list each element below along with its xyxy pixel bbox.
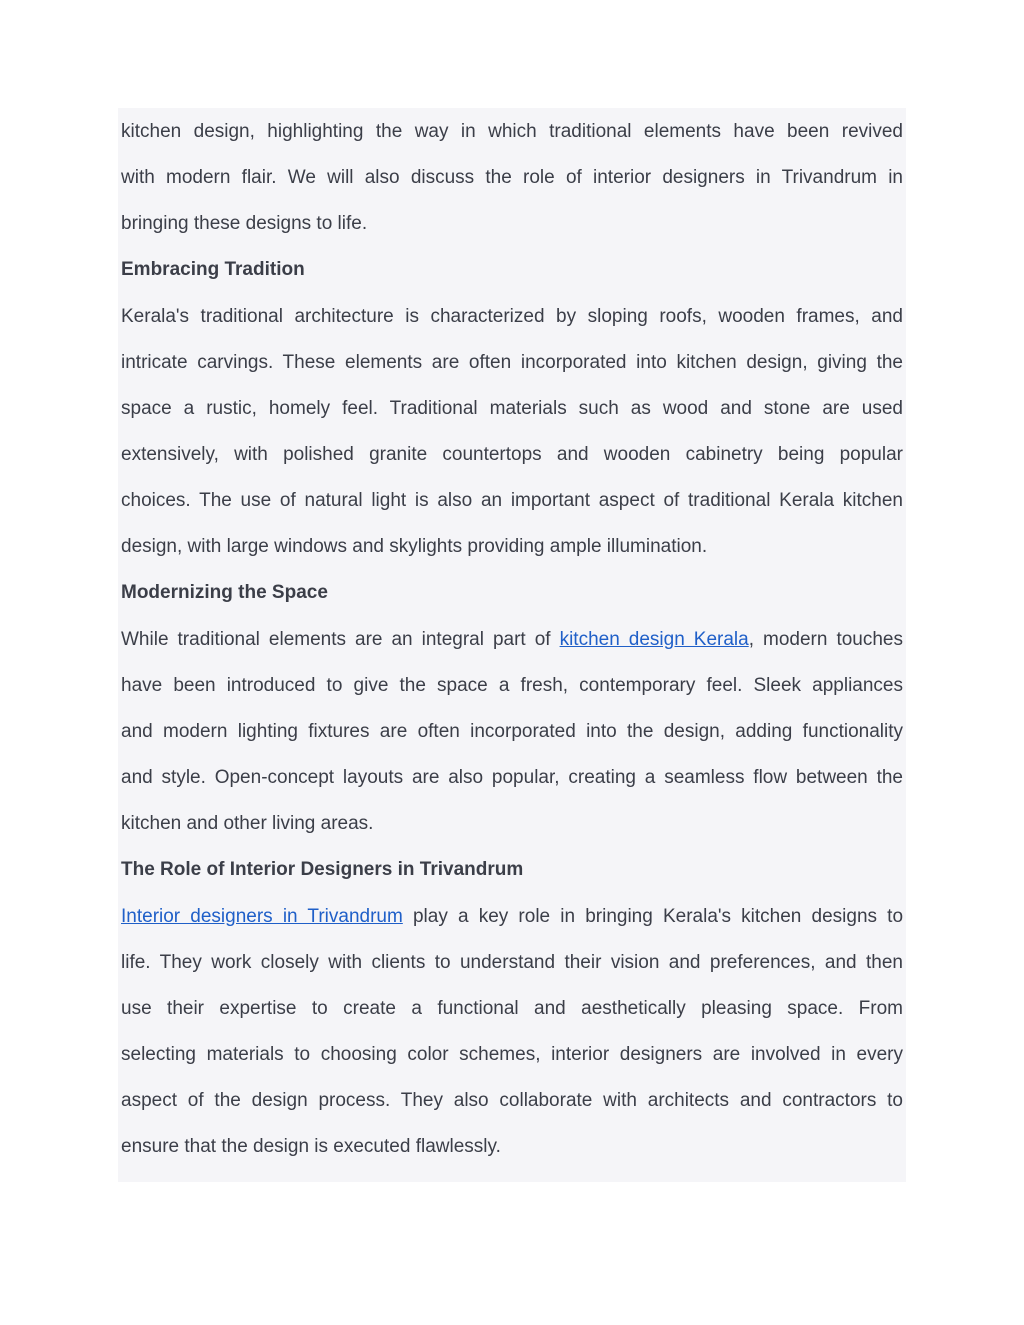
paragraph-line: use their expertise to create a functional and aesthetically pleasing space. From [121,998,903,1019]
paragraph-line: kitchen and other living areas. [121,813,374,834]
paragraph-line: choices. The use of natural light is also an important aspect of traditional Kerala kitchen [121,490,903,511]
paragraph-line: aspect of the design process. They also collaborate with architects and contractors to [121,1090,903,1111]
section-heading-embracing-tradition: Embracing Tradition [121,259,305,280]
intro-line: bringing these designs to life. [121,213,368,234]
paragraph-text: , modern touches [748,629,903,650]
paragraph-line: intricate carvings. These elements are often incorporated into kitchen design, giving the [121,352,903,373]
paragraph-line [121,905,903,929]
paragraph-line: Kerala's traditional architecture is characterized by sloping roofs, wooden frames, and [121,306,903,327]
paragraph-line: have been introduced to give the space a fresh, contemporary feel. Sleek appliances [121,675,903,696]
paragraph-line [121,628,903,652]
intro-line: kitchen design, highlighting the way in which traditional elements have been revived [121,121,903,142]
paragraph-line: and modern lighting fixtures are often incorporated into the design, adding functionality [121,721,903,742]
paragraph-line: life. They work closely with clients to understand their vision and preferences, and then [121,952,903,973]
paragraph-line: space a rustic, homely feel. Traditional materials such as wood and stone are used [121,398,903,419]
kitchen-design-kerala-link[interactable]: kitchen design Kerala [559,629,749,650]
content-block [118,108,906,1182]
intro-line: with modern flair. We will also discuss the role of interior designers in Trivandrum in [121,167,903,188]
section-heading-modernizing-the-space: Modernizing the Space [121,582,328,603]
paragraph-line: design, with large windows and skylights providing ample illumination. [121,536,708,557]
paragraph-text: play a key role in bringing Kerala's kitchen designs to [402,906,904,927]
paragraph-text: While traditional elements are an integral part of [121,629,560,650]
interior-designers-trivandrum-link[interactable]: Interior designers in Trivandrum [121,906,403,927]
paragraph-line: ensure that the design is executed flawlessly. [121,1136,501,1157]
section-heading-role-of-interior-designers: The Role of Interior Designers in Trivandrum [121,859,524,880]
paragraph-line: selecting materials to choosing color schemes, interior designers are involved in every [121,1044,903,1065]
paragraph-line: extensively, with polished granite countertops and wooden cabinetry being popular [121,444,903,465]
paragraph-line: and style. Open-concept layouts are also popular, creating a seamless flow between the [121,767,903,788]
